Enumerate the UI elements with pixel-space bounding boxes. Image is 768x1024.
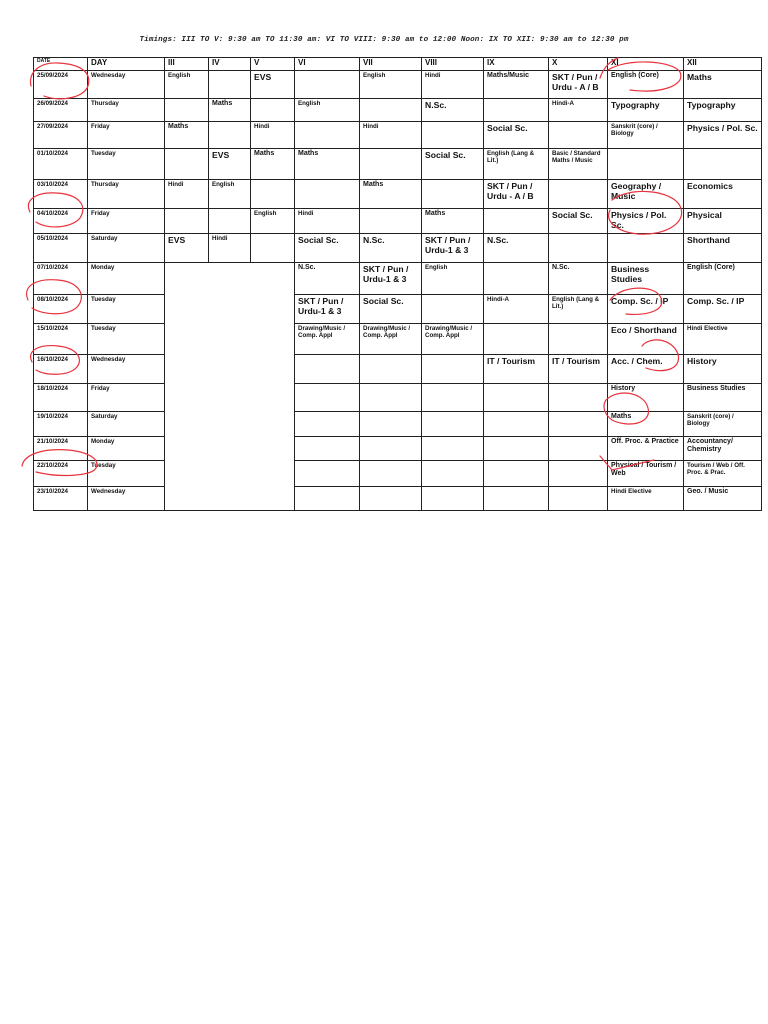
class-ix-cell: SKT / Pun / Urdu - A / B bbox=[484, 180, 549, 209]
class-viii-cell bbox=[422, 487, 484, 511]
class-iii-cell: Maths bbox=[165, 122, 209, 149]
day-cell: Tuesday bbox=[88, 324, 165, 355]
table-row bbox=[34, 234, 762, 263]
class-x-cell bbox=[549, 412, 608, 437]
day-cell: Tuesday bbox=[88, 461, 165, 487]
class-viii-cell bbox=[422, 180, 484, 209]
class-ix-cell: Social Sc. bbox=[484, 122, 549, 149]
datesheet-table bbox=[33, 57, 762, 511]
class-vii-cell bbox=[360, 461, 422, 487]
class-vii-cell bbox=[360, 149, 422, 180]
day-cell: Wednesday bbox=[88, 71, 165, 99]
table-row bbox=[34, 461, 762, 487]
class-ix-cell: IT / Tourism bbox=[484, 355, 549, 384]
class-viii-cell bbox=[422, 437, 484, 461]
date-cell: 15/10/2024 bbox=[34, 324, 88, 355]
header-class-v: V bbox=[251, 58, 295, 71]
class-iv-cell bbox=[209, 122, 251, 149]
day-cell: Friday bbox=[88, 122, 165, 149]
class-iv-cell bbox=[209, 209, 251, 234]
class-ix-cell bbox=[484, 209, 549, 234]
class-viii-cell bbox=[422, 384, 484, 412]
class-vii-cell: English bbox=[360, 71, 422, 99]
table-row bbox=[34, 122, 762, 149]
class-xi-cell: Acc. / Chem. bbox=[608, 355, 684, 384]
day-cell: Monday bbox=[88, 437, 165, 461]
class-xi-cell: Comp. Sc. / IP bbox=[608, 295, 684, 324]
class-x-cell: IT / Tourism bbox=[549, 355, 608, 384]
class-v-cell bbox=[251, 234, 295, 263]
class-vi-cell bbox=[295, 180, 360, 209]
class-vi-cell: Drawing/Music / Comp. Appl bbox=[295, 324, 360, 355]
class-viii-cell bbox=[422, 295, 484, 324]
day-cell: Saturday bbox=[88, 412, 165, 437]
class-vii-cell: Hindi bbox=[360, 122, 422, 149]
class-vi-cell: Hindi bbox=[295, 209, 360, 234]
class-ix-cell bbox=[484, 487, 549, 511]
header-class-iv: IV bbox=[209, 58, 251, 71]
class-iii-cell: Hindi bbox=[165, 180, 209, 209]
class-iv-cell: Hindi bbox=[209, 234, 251, 263]
class-ix-cell bbox=[484, 461, 549, 487]
day-cell: Tuesday bbox=[88, 295, 165, 324]
header-class-vii: VII bbox=[360, 58, 422, 71]
header-class-vi: VI bbox=[295, 58, 360, 71]
class-vi-cell bbox=[295, 71, 360, 99]
class-xi-cell: Sanskrit (core) / Biology bbox=[608, 122, 684, 149]
table-row bbox=[34, 209, 762, 234]
class-ix-cell bbox=[484, 263, 549, 295]
class-xi-cell: English (Core) bbox=[608, 71, 684, 99]
class-iv-cell bbox=[209, 71, 251, 99]
table-row bbox=[34, 412, 762, 437]
class-v-cell: Maths bbox=[251, 149, 295, 180]
class-xii-cell: Maths bbox=[684, 71, 762, 99]
date-cell: 04/10/2024 bbox=[34, 209, 88, 234]
table-row bbox=[34, 355, 762, 384]
timings-line: Timings: III TO V: 9:30 am TO 11:30 am: VI TO VIII: 9:30 am to 12:00 Noon: IX TO XII: 9:30 am to 12:30 pm bbox=[139, 36, 629, 44]
class-x-cell: SKT / Pun / Urdu - A / B bbox=[549, 71, 608, 99]
class-x-cell: Hindi-A bbox=[549, 99, 608, 122]
class-iii-cell: English bbox=[165, 71, 209, 99]
class-ix-cell bbox=[484, 437, 549, 461]
class-xii-cell: English (Core) bbox=[684, 263, 762, 295]
table-row bbox=[34, 295, 762, 324]
class-viii-cell bbox=[422, 412, 484, 437]
header-class-viii: VIII bbox=[422, 58, 484, 71]
class-ix-cell bbox=[484, 384, 549, 412]
class-v-cell: EVS bbox=[251, 71, 295, 99]
date-cell: 05/10/2024 bbox=[34, 234, 88, 263]
class-xi-cell: Business Studies bbox=[608, 263, 684, 295]
class-vi-cell bbox=[295, 487, 360, 511]
header-class-x: X bbox=[549, 58, 608, 71]
date-cell: 08/10/2024 bbox=[34, 295, 88, 324]
class-vi-cell bbox=[295, 412, 360, 437]
class-x-cell: Social Sc. bbox=[549, 209, 608, 234]
class-iv-cell: Maths bbox=[209, 99, 251, 122]
class-iii-cell bbox=[165, 209, 209, 234]
class-x-cell bbox=[549, 234, 608, 263]
class-xii-cell: History bbox=[684, 355, 762, 384]
class-viii-cell bbox=[422, 461, 484, 487]
class-x-cell bbox=[549, 437, 608, 461]
class-xi-cell bbox=[608, 149, 684, 180]
class-xi-cell: Physical / Tourism / Web bbox=[608, 461, 684, 487]
date-cell: 18/10/2024 bbox=[34, 384, 88, 412]
class-xii-cell: Comp. Sc. / IP bbox=[684, 295, 762, 324]
class-vi-cell: N.Sc. bbox=[295, 263, 360, 295]
class-vii-cell: SKT / Pun / Urdu-1 & 3 bbox=[360, 263, 422, 295]
class-iv-cell: English bbox=[209, 180, 251, 209]
class-vi-cell bbox=[295, 384, 360, 412]
class-xi-cell: Maths bbox=[608, 412, 684, 437]
class-xii-cell: Geo. / Music bbox=[684, 487, 762, 511]
table-row bbox=[34, 384, 762, 412]
date-cell: 22/10/2024 bbox=[34, 461, 88, 487]
class-ix-cell: English (Lang & Lit.) bbox=[484, 149, 549, 180]
class-viii-cell: N.Sc. bbox=[422, 99, 484, 122]
class-xii-cell: Economics bbox=[684, 180, 762, 209]
day-cell: Thursday bbox=[88, 99, 165, 122]
date-cell: 21/10/2024 bbox=[34, 437, 88, 461]
class-vii-cell bbox=[360, 99, 422, 122]
class-iii-cell bbox=[165, 149, 209, 180]
class-viii-cell: English bbox=[422, 263, 484, 295]
class-vii-cell: N.Sc. bbox=[360, 234, 422, 263]
class-vi-cell: English bbox=[295, 99, 360, 122]
class-xi-cell bbox=[608, 234, 684, 263]
class-iii-cell bbox=[165, 99, 209, 122]
class-v-cell bbox=[251, 99, 295, 122]
class-xii-cell bbox=[684, 149, 762, 180]
class-xii-cell: Hindi Elective bbox=[684, 324, 762, 355]
class-vii-cell bbox=[360, 437, 422, 461]
class-iv-cell: EVS bbox=[209, 149, 251, 180]
table-row bbox=[34, 71, 762, 99]
class-xii-cell: Business Studies bbox=[684, 384, 762, 412]
table-row bbox=[34, 263, 762, 295]
class-x-cell: N.Sc. bbox=[549, 263, 608, 295]
class-xii-cell: Shorthand bbox=[684, 234, 762, 263]
class-xii-cell: Sanskrit (core) / Biology bbox=[684, 412, 762, 437]
day-cell: Monday bbox=[88, 263, 165, 295]
class-ix-cell: Maths/Music bbox=[484, 71, 549, 99]
class-xii-cell: Accountancy/ Chemistry bbox=[684, 437, 762, 461]
date-cell: 16/10/2024 bbox=[34, 355, 88, 384]
header-date: DATE bbox=[34, 58, 88, 71]
class-vi-cell: SKT / Pun / Urdu-1 & 3 bbox=[295, 295, 360, 324]
class-x-cell: English (Lang & Lit.) bbox=[549, 295, 608, 324]
class-xi-cell: Geography / Music bbox=[608, 180, 684, 209]
class-xii-cell: Typography bbox=[684, 99, 762, 122]
merged-blank-cell bbox=[165, 263, 295, 511]
class-viii-cell: Hindi bbox=[422, 71, 484, 99]
table-row bbox=[34, 437, 762, 461]
class-ix-cell bbox=[484, 412, 549, 437]
class-v-cell: Hindi bbox=[251, 122, 295, 149]
class-xii-cell: Physical bbox=[684, 209, 762, 234]
class-vii-cell: Maths bbox=[360, 180, 422, 209]
class-vii-cell: Social Sc. bbox=[360, 295, 422, 324]
class-xi-cell: Eco / Shorthand bbox=[608, 324, 684, 355]
class-viii-cell: Drawing/Music / Comp. Appl bbox=[422, 324, 484, 355]
header-class-xi: XI bbox=[608, 58, 684, 71]
class-vii-cell bbox=[360, 209, 422, 234]
class-xi-cell: History bbox=[608, 384, 684, 412]
header-class-iii: III bbox=[165, 58, 209, 71]
date-cell: 25/09/2024 bbox=[34, 71, 88, 99]
class-viii-cell: SKT / Pun / Urdu-1 & 3 bbox=[422, 234, 484, 263]
date-cell: 01/10/2024 bbox=[34, 149, 88, 180]
class-x-cell: Basic / Standard Maths / Music bbox=[549, 149, 608, 180]
date-cell: 26/09/2024 bbox=[34, 99, 88, 122]
class-x-cell bbox=[549, 487, 608, 511]
date-cell: 07/10/2024 bbox=[34, 263, 88, 295]
header-class-xii: XII bbox=[684, 58, 762, 71]
day-cell: Friday bbox=[88, 209, 165, 234]
day-cell: Saturday bbox=[88, 234, 165, 263]
date-cell: 27/09/2024 bbox=[34, 122, 88, 149]
class-xi-cell: Off. Proc. & Practice bbox=[608, 437, 684, 461]
class-x-cell bbox=[549, 122, 608, 149]
header-class-ix: IX bbox=[484, 58, 549, 71]
class-x-cell bbox=[549, 384, 608, 412]
day-cell: Tuesday bbox=[88, 149, 165, 180]
header-day: DAY bbox=[88, 58, 165, 71]
class-iii-cell: EVS bbox=[165, 234, 209, 263]
class-xi-cell: Hindi Elective bbox=[608, 487, 684, 511]
table-row bbox=[34, 149, 762, 180]
class-vii-cell: Drawing/Music / Comp. Appl bbox=[360, 324, 422, 355]
table-row bbox=[34, 324, 762, 355]
table-row bbox=[34, 180, 762, 209]
class-vii-cell bbox=[360, 384, 422, 412]
class-viii-cell: Social Sc. bbox=[422, 149, 484, 180]
header-row bbox=[34, 58, 762, 71]
day-cell: Wednesday bbox=[88, 355, 165, 384]
class-ix-cell: N.Sc. bbox=[484, 234, 549, 263]
table-row bbox=[34, 99, 762, 122]
class-xi-cell: Physics / Pol. Sc. bbox=[608, 209, 684, 234]
class-viii-cell bbox=[422, 122, 484, 149]
date-cell: 19/10/2024 bbox=[34, 412, 88, 437]
class-ix-cell: Hindi-A bbox=[484, 295, 549, 324]
table-row bbox=[34, 487, 762, 511]
day-cell: Thursday bbox=[88, 180, 165, 209]
class-x-cell bbox=[549, 324, 608, 355]
class-v-cell bbox=[251, 180, 295, 209]
class-vii-cell bbox=[360, 355, 422, 384]
class-xii-cell: Tourism / Web / Off. Proc. & Prac. bbox=[684, 461, 762, 487]
class-vi-cell bbox=[295, 355, 360, 384]
class-vi-cell bbox=[295, 437, 360, 461]
class-x-cell bbox=[549, 461, 608, 487]
class-xii-cell: Physics / Pol. Sc. bbox=[684, 122, 762, 149]
class-vi-cell: Social Sc. bbox=[295, 234, 360, 263]
class-ix-cell bbox=[484, 99, 549, 122]
class-xi-cell: Typography bbox=[608, 99, 684, 122]
class-vi-cell bbox=[295, 122, 360, 149]
date-cell: 03/10/2024 bbox=[34, 180, 88, 209]
class-viii-cell bbox=[422, 355, 484, 384]
class-viii-cell: Maths bbox=[422, 209, 484, 234]
class-ix-cell bbox=[484, 324, 549, 355]
class-v-cell: English bbox=[251, 209, 295, 234]
class-vii-cell bbox=[360, 487, 422, 511]
class-x-cell bbox=[549, 180, 608, 209]
class-vi-cell: Maths bbox=[295, 149, 360, 180]
date-cell: 23/10/2024 bbox=[34, 487, 88, 511]
day-cell: Friday bbox=[88, 384, 165, 412]
class-vii-cell bbox=[360, 412, 422, 437]
day-cell: Wednesday bbox=[88, 487, 165, 511]
class-vi-cell bbox=[295, 461, 360, 487]
